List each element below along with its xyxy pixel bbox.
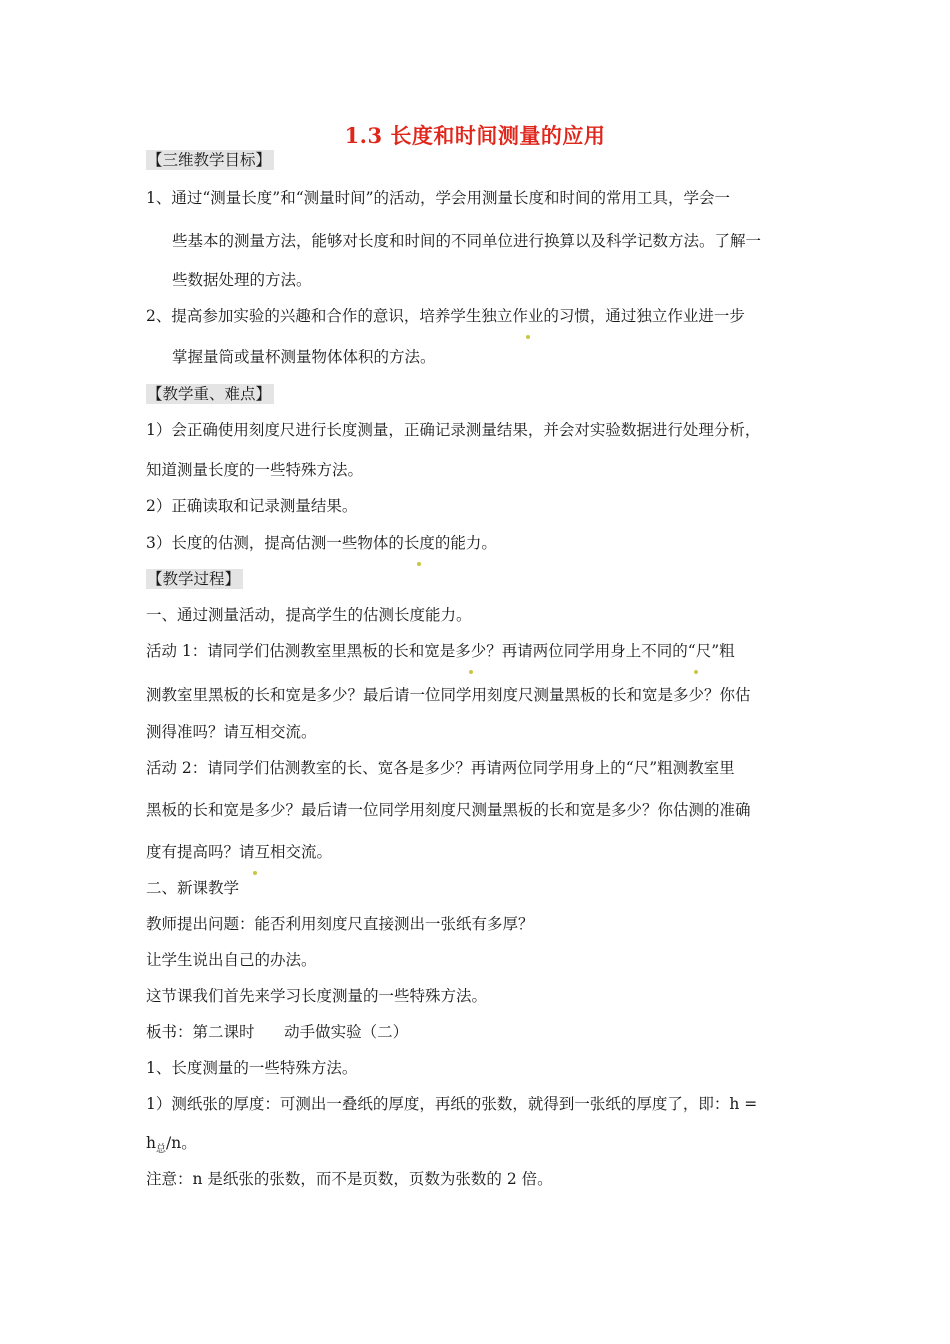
activity-1-text-b: 少？再请两位同学用身上不同的“ [470, 642, 696, 660]
section-heading-goals: 【三维教学目标】 [146, 150, 274, 170]
goal-2-line-1 [146, 306, 745, 326]
key-point-2: 2）正确读取和记录测量结果。 [146, 497, 358, 515]
key-point-1-line-1: 1）会正确使用刻度尺进行长度测量，正确记录测量结果，并会对实验数据进行处理分析， [146, 421, 761, 439]
process-part-1: 一、通过测量活动，提高学生的估测长度能力。 [146, 606, 472, 624]
section-heading-process: 【教学过程】 [146, 569, 243, 589]
activity-2-text-a: 度有提高吗？请 [146, 843, 255, 861]
key-point-3-text-a: 3）长度的估测，提高估测一些物体的长 [146, 534, 420, 552]
student-method: 让学生说出自己的办法。 [146, 951, 317, 969]
activity-1-text-c: 尺”粗 [695, 642, 735, 660]
activity-1-line-1 [146, 641, 735, 661]
key-point-3-text-b: 度的能力。 [419, 534, 497, 552]
activity-1-line-3: 测得准吗？请互相交流。 [146, 723, 317, 741]
formula-rest: /n。 [165, 1134, 197, 1152]
key-point-1-line-2: 知道测量长度的一些特殊方法。 [146, 461, 364, 479]
note: 注意：n 是纸张的张数，而不是页数，页数为张数的 2 倍。 [146, 1170, 553, 1188]
key-point-3 [146, 533, 497, 553]
method-1-line-1: 1）测纸张的厚度：可测出一叠纸的厚度，再纸的张数，就得到一张纸的厚度了，即：h = [146, 1095, 758, 1113]
method-heading: 1、长度测量的一些特殊方法。 [146, 1059, 358, 1077]
goal-1-line-1: 1、通过“测量长度”和“测量时间”的活动，学会用测量长度和时间的常用工具，学会一 [146, 189, 731, 207]
section-heading-key-points: 【教学重、难点】 [146, 384, 274, 404]
document-title: 1.3 长度和时间测量的应用 [344, 123, 606, 148]
goal-2-text-b: 业的习惯，通过独立作业进一步 [527, 307, 745, 325]
activity-2-text-b: 互相交流。 [254, 843, 333, 861]
activity-2-line-3 [146, 842, 332, 862]
method-1-line-2 [146, 1133, 197, 1160]
teacher-question: 教师提出问题：能否利用刻度尺直接测出一张纸有多厚？ [146, 915, 534, 933]
goal-2-text-a: 2、提高参加实验的兴趣和合作的意识，培养学生独立作 [146, 307, 528, 325]
goal-1-line-2: 些基本的测量方法，能够对长度和时间的不同单位进行换算以及科学记数方法。了解一 [172, 232, 762, 250]
goal-2-line-2: 掌握量筒或量杯测量物体体积的方法。 [172, 348, 436, 366]
goal-1-line-3: 些数据处理的方法。 [172, 271, 312, 289]
activity-1-line-2: 测教室里黑板的长和宽是多少？最后请一位同学用刻度尺测量黑板的长和宽是多少？你估 [146, 686, 751, 704]
activity-2-line-1: 活动 2：请同学们估测教室的长、宽各是多少？再请两位同学用身上的“尺”粗测教室里 [146, 759, 735, 777]
activity-2-line-2: 黑板的长和宽是多少？最后请一位同学用刻度尺测量黑板的长和宽是多少？你估测的准确 [146, 801, 751, 819]
lesson-intro: 这节课我们首先来学习长度测量的一些特殊方法。 [146, 987, 488, 1005]
formula-subscript: 总 [155, 1144, 166, 1156]
activity-1-text-a: 活动 1：请同学们估测教室里黑板的长和宽是多 [146, 642, 471, 660]
board-writing: 板书：第二课时 动手做实验（二） [146, 1023, 409, 1041]
formula-h: h [146, 1134, 156, 1152]
process-part-2: 二、新课教学 [146, 879, 240, 897]
